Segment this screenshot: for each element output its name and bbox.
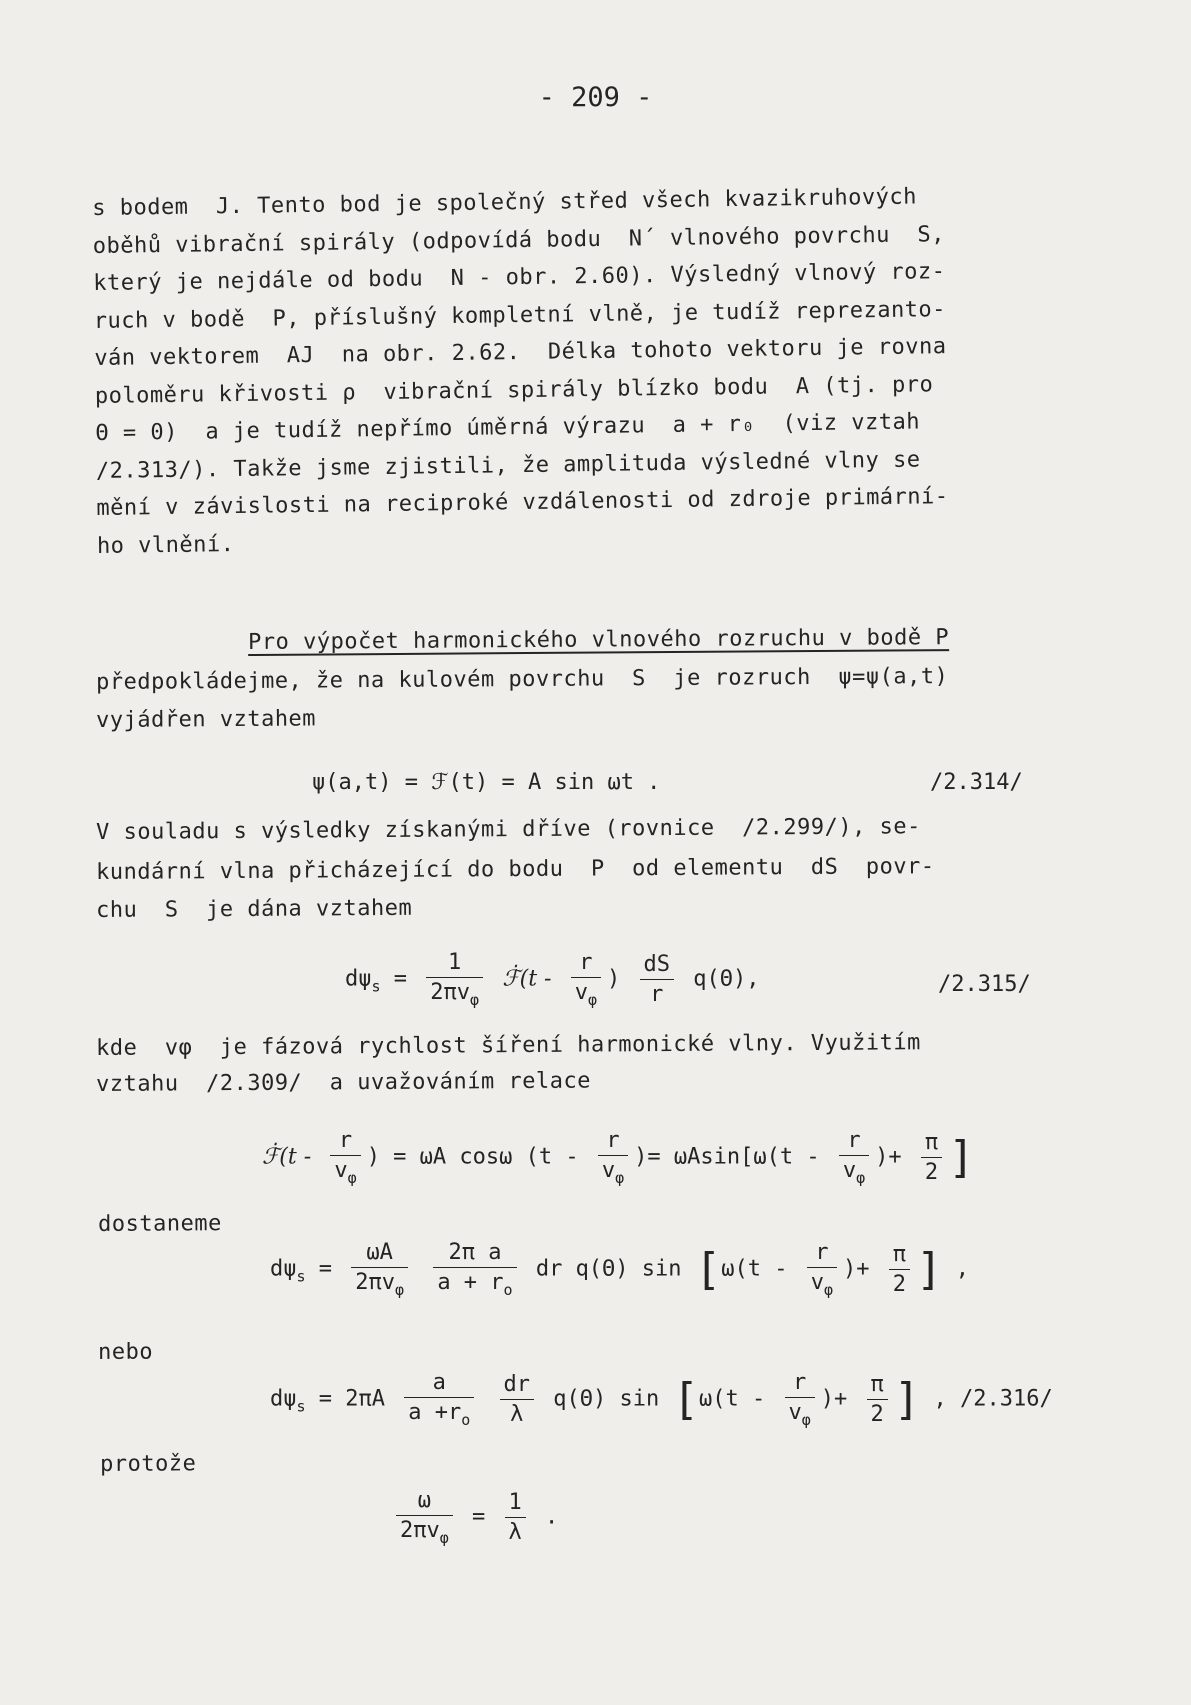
- symbol: a + r: [437, 1270, 504, 1295]
- text-line: dostaneme: [98, 1211, 222, 1237]
- denominator: r: [650, 982, 664, 1007]
- text-line: Θ = 0) a je tudíž nepřímo úměrná výrazu a + r₀ (viz vztah: [95, 409, 921, 446]
- fraction: [396, 1488, 453, 1547]
- equation-relation: [262, 1128, 975, 1187]
- subscript: s: [296, 1397, 306, 1416]
- fraction: [640, 952, 675, 1007]
- symbol: ℱ̇(t -: [502, 966, 552, 992]
- symbol: a +r: [408, 1400, 462, 1425]
- equation-ds: $d\psi_s$ = $\frac{\omega A}{2\pi v_\varphi}$ $\frac{\text{2π a}}{a + r_o}$ dr q(Θ) sin [ω(t - $\frac{r}{v_\varphi}$ )+ $\frac{\pi}{2}$ ] ,: [270, 1240, 970, 1299]
- text-line: kundární vlna přicházející do bodu P od elementu dS povr-: [96, 854, 935, 885]
- text-line: ruch v bodě P, příslušný kompletní vlně, je tudíž reprezanto-: [93, 296, 947, 334]
- fraction: [839, 1128, 869, 1187]
- denominator: λ: [508, 1520, 522, 1545]
- fraction: [807, 1240, 837, 1299]
- symbol: =: [472, 1504, 486, 1530]
- symbol: ω(t -: [699, 1386, 766, 1412]
- text-line: ván vektorem AJ na obr. 2.62. Délka tohoto vektoru je rovna: [94, 334, 947, 371]
- symbol: ,: [955, 1256, 970, 1282]
- fraction: [889, 1242, 910, 1297]
- text-line: s bodem J. Tento bod je společný střed všech kvazikruhových: [92, 184, 918, 221]
- text-line: předpokládejme, že na kulovém povrchu S je rozruch ψ=ψ(a,t): [96, 664, 949, 695]
- equation-label: /2.315/: [938, 972, 1031, 997]
- symbol: dψ: [270, 1386, 297, 1412]
- text-line: kde vφ je fázová rychlost šíření harmonické vlny. Využitím: [96, 1030, 921, 1061]
- subscript: o: [503, 1281, 513, 1299]
- fraction: [571, 950, 601, 1009]
- symbol: .: [545, 1504, 559, 1530]
- numerator: r: [839, 1128, 869, 1156]
- bracket: ]: [948, 1132, 975, 1183]
- numerator: 1: [426, 950, 483, 978]
- text-line: ho vlnění.: [96, 531, 235, 559]
- subscript: φ: [347, 1169, 357, 1187]
- subscript: φ: [824, 1281, 834, 1299]
- symbol: )+: [843, 1256, 870, 1282]
- text-line: vyjádřen vztahem: [96, 706, 317, 733]
- text-line: mění v závislosti na reciproké vzdálenosti od zdroje primární-: [96, 484, 949, 521]
- denominator: [433, 1268, 516, 1299]
- denominator: [404, 1398, 474, 1429]
- equation-label: /2.314/: [930, 770, 1023, 795]
- symbol: dψ: [345, 966, 372, 992]
- subscript: φ: [856, 1169, 866, 1187]
- text-line: vztahu /2.309/ a uvažováním relace: [96, 1068, 591, 1097]
- text-line: poloměru křivosti ρ vibrační spirály blízko bodu A (tj. pro: [94, 371, 934, 409]
- symbol: )+: [875, 1144, 902, 1170]
- denominator: [351, 1268, 408, 1299]
- fraction: [785, 1370, 815, 1429]
- symbol: 2πv: [400, 1518, 440, 1543]
- text-line: /2.313/). Takže jsme zjistili, že amplituda výsledné vlny se: [95, 446, 921, 484]
- equation-2-316: $d\psi_s = 2\pi A$ $\frac{a}{a +r_o}$ $\frac{dr}{\lambda}$ q(Θ) sin [ω(t - $\frac{r}{v_\varphi}$ )+ $\frac{\pi}{2}$ ] , /2.316/: [270, 1370, 1053, 1429]
- symbol: 2πA: [345, 1386, 386, 1412]
- symbol: v: [601, 1158, 616, 1183]
- symbol: ): [607, 966, 621, 992]
- fraction: [404, 1370, 474, 1429]
- subscript: o: [461, 1411, 471, 1429]
- denominator: [785, 1398, 815, 1429]
- bracket: [: [694, 1244, 722, 1295]
- symbol: ) = ωA cosω (t -: [366, 1144, 579, 1170]
- numerator: dS: [640, 952, 675, 980]
- subscript: φ: [470, 991, 480, 1009]
- numerator: r: [330, 1128, 360, 1156]
- fraction: [598, 1128, 628, 1187]
- fraction: [505, 1490, 526, 1545]
- paragraph-2-heading: Pro výpočet harmonického vlnového rozruchu v bodě P: [248, 625, 950, 655]
- subscript: s: [371, 977, 381, 996]
- numerator: dr: [500, 1372, 535, 1400]
- numerator: r: [785, 1370, 815, 1398]
- symbol: 2πv: [355, 1270, 396, 1295]
- denominator: λ: [510, 1402, 524, 1427]
- numerator: r: [571, 950, 601, 978]
- symbol: v: [842, 1158, 857, 1183]
- subscript: φ: [615, 1169, 625, 1187]
- numerator: 2π a: [433, 1240, 516, 1268]
- fraction: [500, 1372, 535, 1427]
- fraction: [330, 1128, 360, 1187]
- symbol: q(Θ) sin: [553, 1386, 660, 1412]
- numerator: 1: [505, 1490, 526, 1518]
- symbol: q(Θ),: [693, 966, 760, 992]
- symbol: ℱ̇(t -: [262, 1144, 312, 1170]
- denominator: [839, 1156, 869, 1187]
- equation-omega-lambda: [390, 1488, 558, 1547]
- text-line: V souladu s výsledky získanými dříve (rovnice /2.299/), se-: [96, 814, 921, 845]
- fraction: [351, 1240, 408, 1299]
- fraction: [867, 1372, 888, 1427]
- fraction: [426, 950, 483, 1009]
- equation-2-315: $d\psi_s$ = $\frac{1}{2\pi v_\varphi}$ ℱ̇(t - $\frac{r}{v_\varphi}$ ) $\frac{dS}{r}$ q(Θ),: [345, 950, 760, 1009]
- equation-label: , /2.316/: [933, 1386, 1053, 1412]
- symbol: )= ωAsin[ω(t -: [634, 1144, 820, 1170]
- symbol: dψ: [270, 1256, 297, 1282]
- text-line: který je nejdále od bodu N - obr. 2.60). Výsledný vlnový roz-: [93, 259, 946, 296]
- subscript: φ: [801, 1411, 811, 1429]
- denominator: [330, 1156, 360, 1187]
- paragraph-1: [92, 177, 1057, 565]
- bracket: ]: [893, 1374, 921, 1425]
- symbol: )+: [820, 1386, 848, 1412]
- symbol: 2πv: [430, 980, 471, 1005]
- numerator: π: [889, 1242, 910, 1270]
- numerator: ω: [396, 1488, 453, 1516]
- bracket: ]: [916, 1244, 943, 1295]
- subscript: φ: [439, 1529, 449, 1547]
- symbol: v: [788, 1400, 802, 1425]
- denominator: 2: [892, 1272, 907, 1297]
- numerator: a: [404, 1370, 474, 1398]
- subscript: φ: [395, 1281, 405, 1299]
- numerator: r: [807, 1240, 837, 1268]
- denominator: [426, 978, 483, 1009]
- symbol: dr q(Θ) sin: [535, 1256, 682, 1282]
- subscript: φ: [587, 991, 597, 1009]
- fraction: [433, 1240, 516, 1299]
- denominator: 2: [870, 1402, 884, 1427]
- subscript: s: [296, 1267, 306, 1286]
- text-line: oběhů vibrační spirály (odpovídá bodu N´ vlnového povrchu S,: [92, 221, 946, 259]
- numerator: π: [867, 1372, 888, 1400]
- equation-2-314: ψ(a,t) = ℱ(t) = A sin ωt .: [312, 770, 661, 795]
- text-line: protože: [100, 1451, 197, 1477]
- symbol: v: [334, 1158, 348, 1183]
- denominator: [571, 978, 601, 1009]
- text-line: nebo: [98, 1339, 154, 1365]
- symbol: v: [810, 1270, 825, 1295]
- fraction: [921, 1130, 942, 1185]
- numerator: ωA: [351, 1240, 408, 1268]
- numerator: π: [921, 1130, 942, 1158]
- denominator: [807, 1268, 837, 1299]
- bracket: [: [672, 1374, 700, 1425]
- symbol: v: [574, 980, 588, 1005]
- text-line: chu S je dána vztahem: [96, 895, 413, 923]
- page-number: - 209 -: [538, 82, 653, 113]
- symbol: ω(t -: [721, 1256, 788, 1282]
- denominator: [396, 1516, 453, 1547]
- numerator: r: [598, 1128, 628, 1156]
- denominator: [598, 1156, 628, 1187]
- denominator: 2: [924, 1160, 939, 1185]
